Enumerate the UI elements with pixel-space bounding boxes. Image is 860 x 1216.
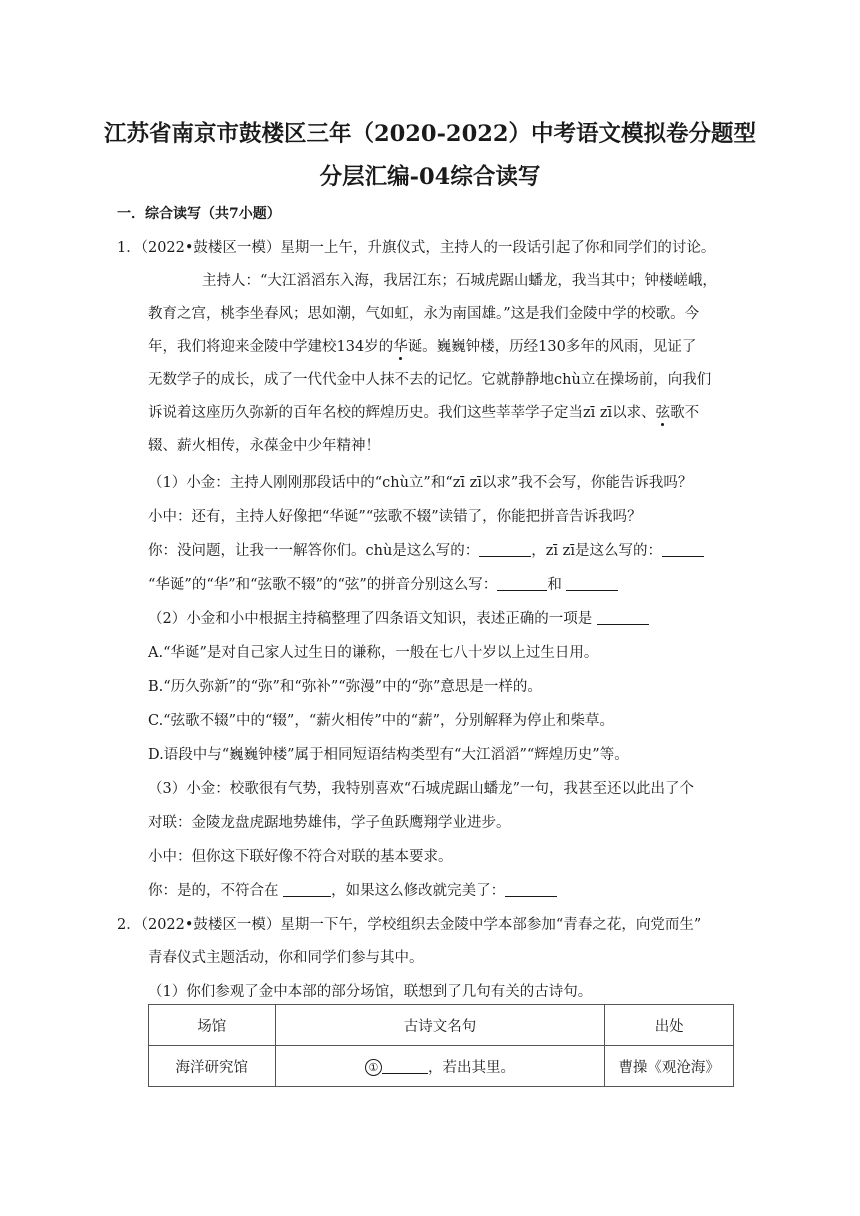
q1-sub3-line: 小中：但你这下联好像不符合对联的基本要求。 <box>148 849 453 865</box>
q1-passage-line: 主持人：“大江滔滔东入海，我居江东；石城虎踞山蟠龙，我当其中；钟楼嵯峨， <box>202 273 717 289</box>
table-cell-source: 曹操《观沧海》 <box>605 1046 734 1087</box>
q1-sub2-stem <box>148 607 649 628</box>
table-row <box>149 1046 734 1087</box>
doc-title-line2: 分层汇编-04综合读写 <box>319 164 541 190</box>
q1-option-c: C.“弦歌不辍”中的“辍”，“薪火相传”中的“薪”，分别解释为停止和柴草。 <box>148 713 614 729</box>
table-header-cell: 场馆 <box>149 1005 276 1046</box>
q1-passage-line: 辍、薪火相传，永葆金中少年精神！ <box>148 438 380 454</box>
q1-passage-text: 诉说着这座历久弥新的百年名校的辉煌历史。我们这些莘莘学子定当zī zī以求、 <box>148 405 656 421</box>
q1-sub1-text: 和 <box>547 577 562 593</box>
q1-sub3-text: 你：是的，不符合在 <box>148 883 279 899</box>
q1-sub3-line: 对联：金陵龙盘虎踞地势雄伟，学子鱼跃鹰翔学业进步。 <box>148 815 511 831</box>
answer-blank[interactable] <box>283 882 331 897</box>
answer-blank[interactable] <box>566 576 618 591</box>
q1-passage-line: 无数学子的成长，成了一代代金中人抹不去的记忆。它就静静地chù立在操场前，向我们 <box>148 372 712 388</box>
q1-sub1-line <box>148 573 618 594</box>
table-cell-venue: 海洋研究馆 <box>149 1046 276 1087</box>
poem-line-text: ，若出其里。 <box>427 1059 515 1076</box>
emphasis-dot-char: 华 <box>393 335 408 356</box>
answer-blank[interactable] <box>662 542 704 557</box>
q1-sub1-text: 你：没问题，让我一一解答你们。chù是这么写的： <box>148 543 480 559</box>
q1-sub1-text: ，zī zī是这么写的： <box>531 543 662 559</box>
table-header-cell: 出处 <box>605 1005 734 1046</box>
q2-intro: 2．（2022•鼓楼区一模）星期一下午，学校组织去金陵中学本部参加“青春之花，向党而生” <box>117 917 702 933</box>
q1-passage-line <box>148 401 699 422</box>
q1-passage-text: 年，我们将迎来金陵中学建校134岁的 <box>148 339 394 355</box>
table-header-row <box>149 1005 734 1046</box>
q1-option-d: D.语段中与“巍巍钟楼”属于相同短语结构类型有“大江滔滔”“辉煌历史”等。 <box>148 747 629 763</box>
answer-blank[interactable] <box>597 610 649 625</box>
q1-passage-text: 歌不 <box>670 405 700 421</box>
emphasis-dot-char: 弦 <box>656 401 671 422</box>
q1-passage-line <box>148 335 696 356</box>
q2-intro: 青春仪式主题活动，你和同学们参与其中。 <box>148 950 424 966</box>
q1-passage-line: 教育之宫，桃李坐春风；思如潮，气如虹，永为南国雄。”这是我们金陵中学的校歌。今 <box>148 306 700 322</box>
q1-sub3-line: （3）小金：校歌很有气势，我特别喜欢“石城虎踞山蟠龙”一句，我甚至还以此出了个 <box>148 781 695 797</box>
poem-table <box>148 1004 734 1087</box>
answer-blank[interactable] <box>505 882 557 897</box>
doc-title-line1: 江苏省南京市鼓楼区三年（2020-2022）中考语文模拟卷分题型 <box>103 121 757 147</box>
q1-option-a: A.“华诞”是对自己家人过生日的谦称，一般在七八十岁以上过生日用。 <box>148 645 599 661</box>
q1-intro: 1．（2022•鼓楼区一模）星期一上午，升旗仪式，主持人的一段话引起了你和同学们的讨论。 <box>117 240 716 256</box>
q1-sub1-text: “华诞”的“华”和“弦歌不辍”的“弦”的拼音分别这么写： <box>148 577 498 593</box>
table-cell-poem <box>275 1046 605 1087</box>
q1-option-b: B.“历久弥新”的“弥”和“弥补”“弥漫”中的“弥”意思是一样的。 <box>148 679 542 695</box>
answer-blank[interactable] <box>382 1059 428 1074</box>
q1-sub1-line: （1）小金：主持人刚刚那段话中的“chù立”和“zī zī以求”我不会写，你能告诉我吗？ <box>148 475 693 491</box>
q1-sub3-text: ，如果这么修改就完美了： <box>331 883 506 899</box>
table-header-cell: 古诗文名句 <box>275 1005 605 1046</box>
answer-blank[interactable] <box>479 542 531 557</box>
q2-sub1: （1）你们参观了金中本部的部分场馆，联想到了几句有关的古诗句。 <box>148 984 593 1000</box>
q1-sub1-line <box>148 539 704 560</box>
answer-blank[interactable] <box>497 576 547 591</box>
q1-passage-text: 诞。巍巍钟楼，历经130多年的风雨，见证了 <box>407 339 697 355</box>
section-heading: 一．综合读写（共7小题） <box>117 206 281 222</box>
q1-sub3-line <box>148 879 557 900</box>
q1-sub2-text: （2）小金和小中根据主持稿整理了四条语文知识，表述正确的一项是 <box>148 611 593 627</box>
q1-sub1-line: 小中：还有，主持人好像把“华诞”“弦歌不辍”读错了，你能把拼音告诉我吗？ <box>148 509 642 525</box>
circled-number: ① <box>365 1059 382 1076</box>
